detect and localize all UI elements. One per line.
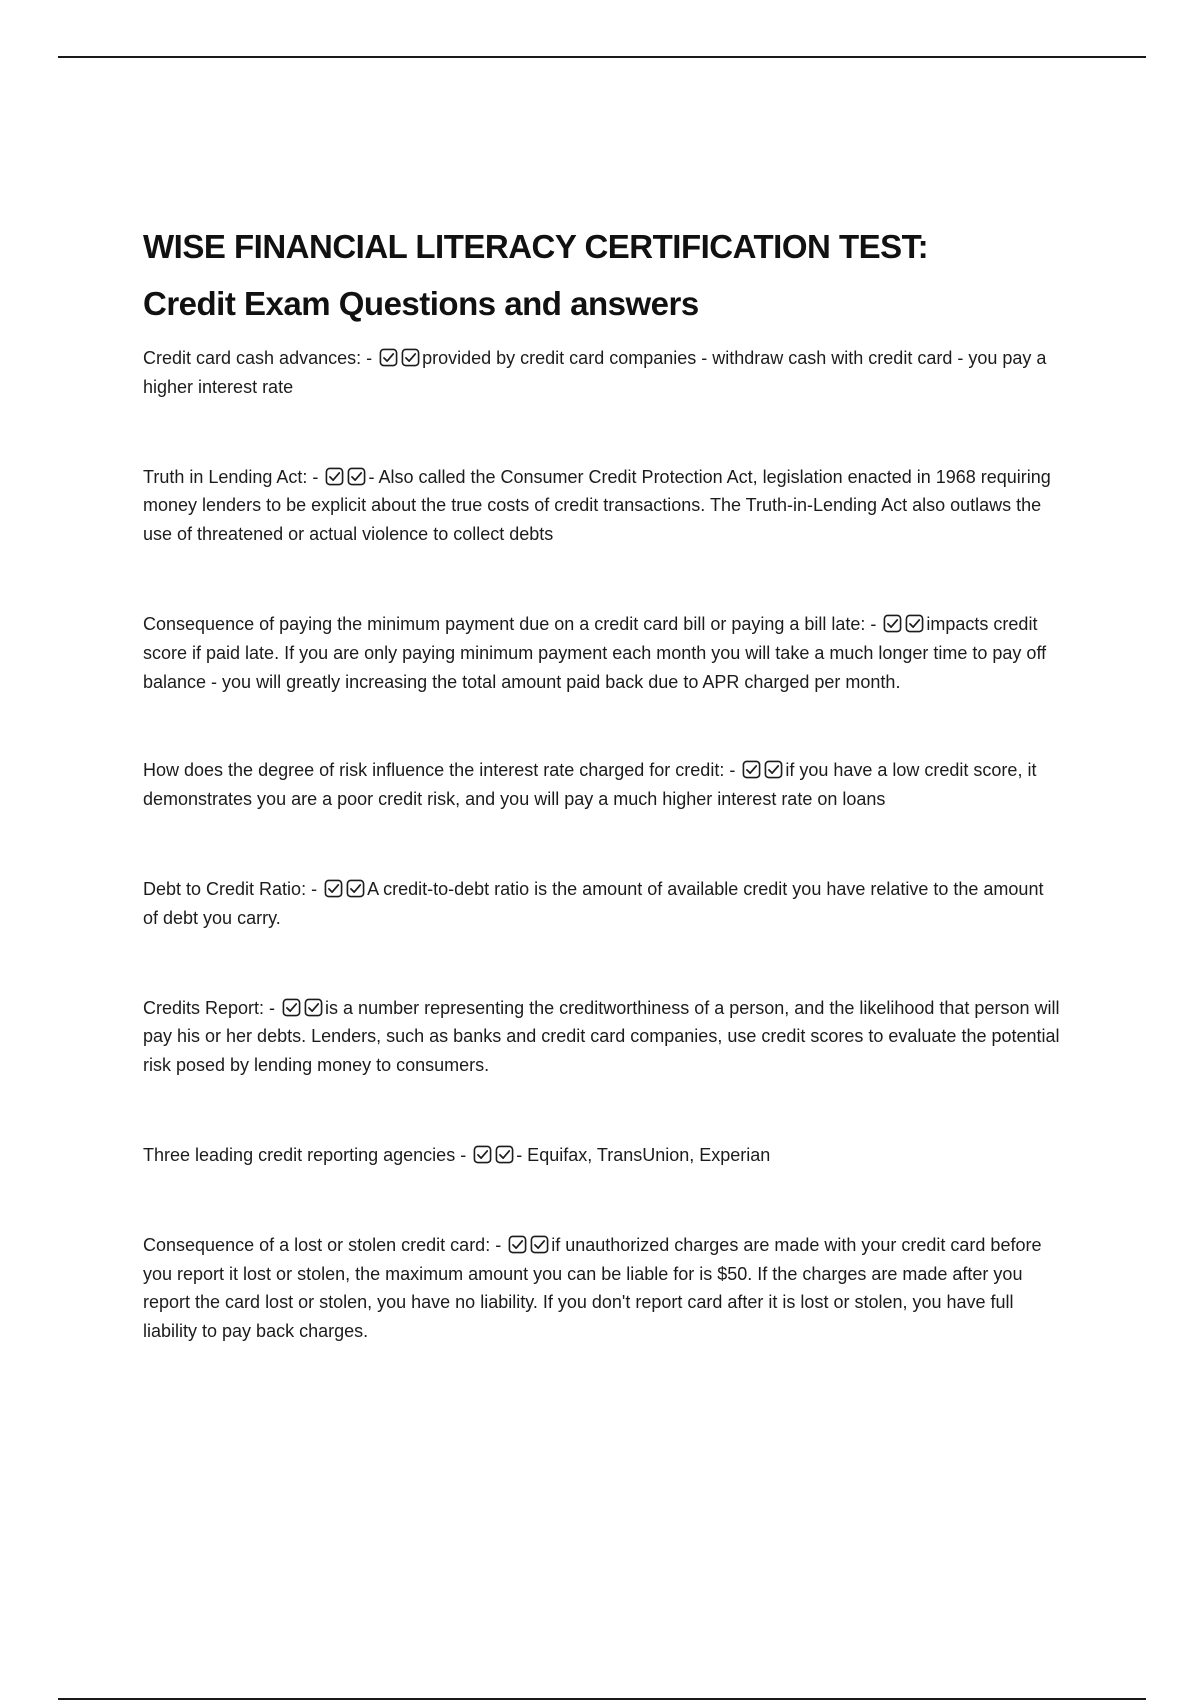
answer-marker — [742, 760, 783, 779]
checkbox-checked-icon — [282, 998, 301, 1017]
answer-text: - Equifax, TransUnion, Experian — [516, 1144, 771, 1165]
answer-marker — [508, 1235, 549, 1254]
answer-text: - Also called the Consumer Credit Protection Act, legislation enacted in 1968 requiring money lenders to be explicit about the true costs of credit transactions. The Truth-in-Lending Act also outlaws the use of threatened or actual violence to collect debts — [143, 466, 1051, 545]
qa-item — [143, 1231, 1063, 1346]
checkbox-checked-icon — [401, 348, 420, 367]
answer-text: is a number representing the creditworthiness of a person, and the likelihood that person will pay his or her debts. Lenders, such as banks and credit card companies, use credit scores to evaluate the potential risk posed by lending money to consumers. — [143, 997, 1060, 1076]
checkbox-checked-icon — [325, 467, 344, 486]
qa-item — [143, 1141, 1063, 1170]
checkbox-checked-icon — [905, 614, 924, 633]
answer-text: A credit-to-debt ratio is the amount of available credit you have relative to the amount of debt you carry. — [143, 878, 1044, 928]
question-text: How does the degree of risk influence the interest rate charged for credit: - — [143, 760, 741, 781]
question-text: Credits Report: - — [143, 997, 281, 1018]
answer-marker — [282, 998, 323, 1017]
answer-marker — [324, 879, 365, 898]
question-text: Consequence of paying the minimum payment due on a credit card bill or paying a bill late: - — [143, 613, 882, 634]
qa-item — [143, 994, 1063, 1080]
qa-item — [143, 875, 1063, 933]
answer-marker — [473, 1145, 514, 1164]
checkbox-checked-icon — [742, 760, 761, 779]
answer-marker — [883, 614, 924, 633]
checkbox-checked-icon — [346, 879, 365, 898]
question-text: Three leading credit reporting agencies - — [143, 1144, 472, 1165]
title-line-2: Credit Exam Questions and answers — [143, 285, 699, 322]
qa-item — [143, 344, 1063, 402]
answer-text: impacts credit score if paid late. If you are only paying minimum payment each month you will take a much longer time to pay off balance - you will greatly increasing the total amount paid back due to APR charged per month. — [143, 613, 1047, 692]
answer-marker — [379, 348, 420, 367]
checkbox-checked-icon — [304, 998, 323, 1017]
checkbox-checked-icon — [324, 879, 343, 898]
qa-item — [143, 610, 1063, 696]
checkbox-checked-icon — [347, 467, 366, 486]
question-text: Truth in Lending Act: - — [143, 466, 324, 487]
checkbox-checked-icon — [883, 614, 902, 633]
checkbox-checked-icon — [379, 348, 398, 367]
top-rule — [58, 56, 1146, 58]
checkbox-checked-icon — [764, 760, 783, 779]
answer-marker — [325, 467, 366, 486]
answer-text: if you have a low credit score, it demonstrates you are a poor credit risk, and you will pay a much higher interest rate on loans — [143, 760, 1037, 810]
answer-text: provided by credit card companies - withdraw cash with credit card - you pay a higher interest rate — [143, 348, 1047, 397]
checkbox-checked-icon — [495, 1145, 514, 1164]
question-text: Debt to Credit Ratio: - — [143, 878, 323, 899]
checkbox-checked-icon — [530, 1235, 549, 1254]
qa-item — [143, 463, 1063, 549]
checkbox-checked-icon — [473, 1145, 492, 1164]
document-body — [143, 218, 1063, 1346]
title-line-1: WISE FINANCIAL LITERACY CERTIFICATION TEST: — [143, 228, 929, 265]
checkbox-checked-icon — [508, 1235, 527, 1254]
document-title — [143, 218, 1063, 332]
qa-item — [143, 756, 1063, 814]
question-text: Consequence of a lost or stolen credit card: - — [143, 1234, 507, 1255]
question-text: Credit card cash advances: - — [143, 348, 378, 368]
answer-text: if unauthorized charges are made with your credit card before you report it lost or stolen, the maximum amount you can be liable for is $50. If the charges are made after you report the card lost or stolen, you have no liability. If you don't report card after it is lost or stolen, you have full liability to pay back charges. — [143, 1234, 1042, 1342]
